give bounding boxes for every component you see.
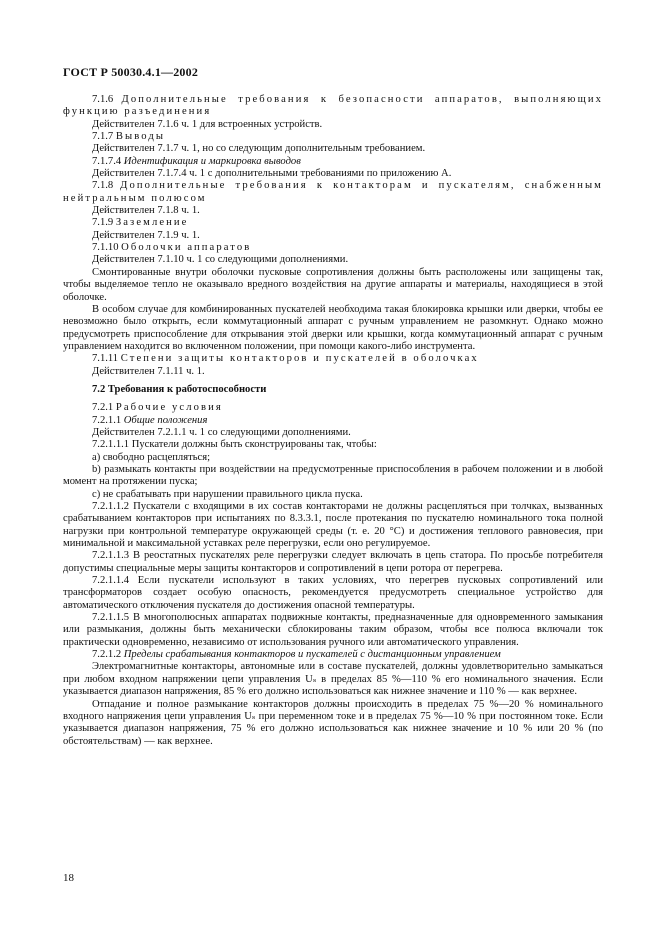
paragraph (63, 304, 603, 353)
paragraph-text: b) размыкать контакты при воздействии на предусмотренные приспособления в рабочем положении и в любой момент на протяжении пуска; (63, 463, 603, 488)
paragraph-text: Электромагнитные контакторы, автономные или в составе пускателей, должны удовлетворительно замыкаться при любом входном напряжении цепи управления Uₛ в пределах 85 %—110 % его номинального значения. Если указывается диапазон напряжения, 85 % его должно использоваться как нижнее значение и 110 % — как верхнее. (63, 661, 603, 698)
paragraph-text: 7.2.1.1.4 Если пускатели используют в таких условиях, что перегрев пусковых сопротивлений или трансформаторов создает особую опасность, рекомендуется предусмотреть специальное устройство для автоматического отключения пускателя до достижения опасной температуры. (63, 575, 603, 611)
paragraph-text: с) не срабатывать при нарушении правильного цикла пуска. (92, 488, 363, 500)
paragraph-bold: 7.2 Требования к работоспособности (92, 383, 267, 395)
paragraph-text: а) свободно расцепляться; (92, 451, 211, 463)
paragraph (63, 384, 603, 396)
paragraph-text: Действителен 7.1.8 ч. 1. (92, 205, 200, 217)
paragraph (63, 489, 603, 501)
paragraph-text: Смонтированные внутри оболочки пусковые сопротивления должны быть расположены или защищены так, чтобы выделяемое тепло не оказывало вредного воздействия на другие аппараты и материалы, находящиеся в этой оболочке. (63, 266, 603, 303)
paragraph (63, 612, 603, 649)
paragraph-text: Действителен 7.2.1.1 ч. 1 со следующими дополнениями. (92, 426, 351, 438)
paragraph (63, 119, 603, 131)
paragraph (63, 230, 603, 242)
paragraph (63, 501, 603, 550)
paragraph (63, 427, 603, 439)
paragraph (63, 180, 603, 205)
paragraph-num: 7.1.8 (92, 180, 121, 192)
paragraph-italic: Пределы срабатывания контакторов и пускателей с дистанционным управлением (123, 649, 501, 661)
paragraph-text: Действителен 7.1.11 ч. 1. (92, 365, 205, 377)
paragraph (63, 649, 603, 661)
paragraph (63, 143, 603, 155)
paragraph-num: 7.1.7.4 (92, 155, 124, 167)
paragraph-text: Действителен 7.1.9 ч. 1. (92, 229, 200, 241)
paragraph-num: 7.1.10 (92, 242, 122, 254)
paragraph (63, 699, 603, 748)
paragraph-text: Действителен 7.1.7.4 ч. 1 с дополнительными требованиями по приложению А. (92, 168, 452, 180)
paragraph-italic: Общие положения (123, 414, 208, 426)
paragraph-spaced: Заземление (115, 217, 189, 229)
paragraph-num: 7.2.1.2 (92, 649, 124, 661)
paragraph-spaced: Степени защиты контакторов и пускателей в оболочках (120, 353, 479, 365)
paragraph-text: Действителен 7.1.10 ч. 1 со следующими дополнениями. (92, 254, 349, 266)
paragraph (63, 415, 603, 427)
standard-header: ГОСТ Р 50030.4.1—2002 (63, 65, 199, 79)
paragraph-num: 7.2.1 (92, 402, 116, 414)
paragraph-text: Действителен 7.1.6 ч. 1 для встроенных устройств. (92, 118, 323, 130)
paragraph (63, 168, 603, 180)
paragraph-text: Действителен 7.1.7 ч. 1, но со следующим дополнительным требованием. (92, 143, 426, 155)
paragraph (63, 575, 603, 612)
paragraph-num: 7.1.7 (92, 131, 116, 143)
paragraph-num: 7.1.11 (92, 353, 121, 365)
paragraph (63, 131, 603, 143)
paragraph (63, 452, 603, 464)
paragraph-text: В особом случае для комбинированных пускателей необходима такая блокировка крышки или дверки, чтобы ее невозможно было открыть, если коммутационный аппарат с ручным управлением не разомкнут. Однако можно предусмотреть приспособление для открывания этой дверки или крышки, когда коммутационный аппарат с ручным управлением находится во включенном положении, при помощи какого-либо инструмента. (63, 303, 603, 352)
paragraph (63, 267, 603, 304)
paragraph-italic: Идентификация и маркировка выводов (123, 155, 301, 167)
paragraph-num: 7.2.1.1 (92, 414, 124, 426)
paragraph (63, 550, 603, 575)
paragraph-text: 7.2.1.1.2 Пускатели с входящими в их состав контакторами не должны расцепляться при толчках, вызванных срабатыванием контакторов при испытаниях по 8.3.3.1, после протекания по пускателю номинального тока полной нагрузки при контрольной температуре окружающей среды (т. е. 20 °С) и достижения теплового равновесия, при минимальной и максимальной уставках реле перегрузки, если оно регулируемое. (63, 501, 603, 550)
paragraph-text: 7.2.1.1.5 В многополюсных аппаратах подвижные контакты, предназначенные для одновременного замыкания или размыкания, должны быть механически сблокированы таким образом, чтобы все полюса включали ток практически одновременно, независимо от использования ручного или автоматического управления. (63, 612, 603, 648)
paragraph-text: Отпадание и полное размыкание контакторов должны происходить в пределах 75 %—20 % номинального входного напряжения цепи управления Uₛ при переменном токе и в пределах 75 %—10 % при постоянном токе. Если указывается диапазон напряжения, 75 % его должно использоваться как нижнее значение и 10 % или 20 % (по обстоятельствам) — как верхнее. (63, 698, 603, 747)
page-number: 18 (63, 872, 74, 884)
paragraph-text: 7.2.1.1.3 В реостатных пускателях реле перегрузки следует включать в цепь статора. По просьбе потребителя допустимы специальные меры защиты контакторов и сопротивлений в цепи ротора от перегрева. (63, 550, 603, 574)
paragraph (63, 156, 603, 168)
paragraph (63, 242, 603, 254)
paragraph (63, 254, 603, 266)
paragraph-num: 7.1.9 (92, 217, 116, 229)
paragraph (63, 661, 603, 698)
paragraph (63, 94, 603, 119)
paragraph (63, 366, 603, 378)
paragraph (63, 205, 603, 217)
paragraph-text: 7.2.1.1.1 Пускатели должны быть сконструированы так, чтобы: (92, 439, 377, 451)
paragraph (63, 439, 603, 451)
paragraph-spaced: Рабочие условия (115, 402, 223, 414)
paragraph-num: 7.1.6 (92, 94, 122, 105)
paragraph-spaced: Дополнительные требования к контакторам и пускателям, снабженным нейтральным полюсом (63, 180, 603, 204)
paragraph (63, 217, 603, 229)
paragraph (63, 402, 603, 414)
paragraph-spaced: Дополнительные требования к безопасности аппаратов, выполняющих функцию разъединения (63, 94, 603, 118)
paragraph (63, 464, 603, 489)
document-body (63, 94, 603, 748)
paragraph (63, 353, 603, 365)
paragraph-spaced: Оболочки аппаратов (121, 242, 252, 254)
paragraph-spaced: Выводы (115, 131, 166, 143)
